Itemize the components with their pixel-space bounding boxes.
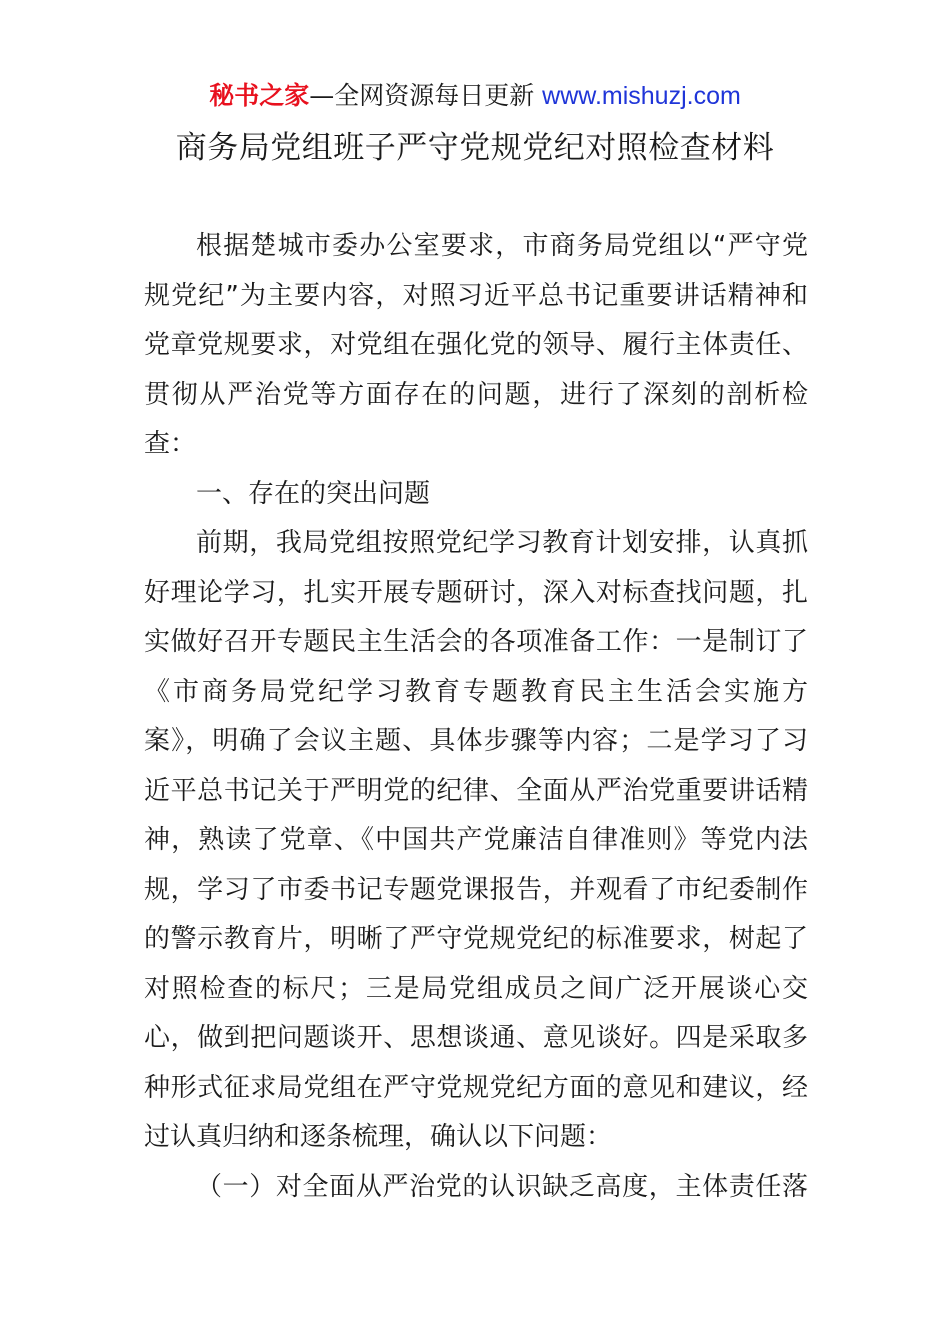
body-line: 好理论学习，扎实开展专题研讨，深入对标查找问题，扎	[144, 577, 808, 608]
body-line: 心，做到把问题谈开、思想谈通、意见谈好。四是采取多	[144, 1023, 808, 1053]
body-line: 对照检查的标尺；三是局党组成员之间广泛开展谈心交	[144, 973, 808, 1004]
body-line: 党章党规要求，对党组在强化党的领导、履行主体责任、	[144, 330, 808, 360]
header-tagline: —全网资源每日更新	[309, 81, 543, 110]
body-line: 规，学习了市委书记专题党课报告，并观看了市纪委制作	[144, 874, 808, 905]
body-line: 的警示教育片，明晰了严守党规党纪的标准要求，树起了	[144, 924, 808, 954]
body-line: 规党纪”为主要内容，对照习近平总书记重要讲话精神和	[144, 280, 808, 311]
section-heading: 一、存在的突出问题	[196, 478, 431, 509]
document-title: 商务局党组班子严守党规党纪对照检查材料	[175, 130, 775, 166]
site-url-link[interactable]: www.mishuzj.com	[542, 82, 741, 110]
body-line: 案》，明确了会议主题、具体步骤等内容；二是学习了习	[144, 726, 808, 756]
document-body	[144, 222, 808, 1212]
body-line: 贯彻从严治党等方面存在的问题，进行了深刻的剖析检	[144, 379, 808, 410]
subsection-heading: （一）对全面从严治党的认识缺乏高度，主体责任落	[196, 1171, 808, 1202]
body-line: 实做好召开专题民主生活会的各项准备工作：一是制订了	[144, 627, 808, 657]
body-line: 根据楚城市委办公室要求，市商务局党组以“严守党	[196, 231, 808, 261]
body-line: 近平总书记关于严明党的纪律、全面从严治党重要讲话精	[144, 775, 808, 806]
body-line: 查：	[144, 429, 197, 459]
body-line: 《市商务局党纪学习教育专题教育民主生活会实施方	[144, 676, 808, 707]
body-line: 过认真归纳和逐条梳理，确认以下问题：	[144, 1122, 613, 1152]
site-header	[0, 80, 950, 112]
body-line: 种形式征求局党组在严守党规党纪方面的意见和建议，经	[144, 1072, 808, 1103]
brand-name: 秘书之家	[209, 81, 310, 110]
body-line: 神，熟读了党章、《中国共产党廉洁自律准则》等党内法	[144, 825, 808, 855]
body-line: 前期，我局党组按照党纪学习教育计划安排，认真抓	[196, 528, 808, 558]
